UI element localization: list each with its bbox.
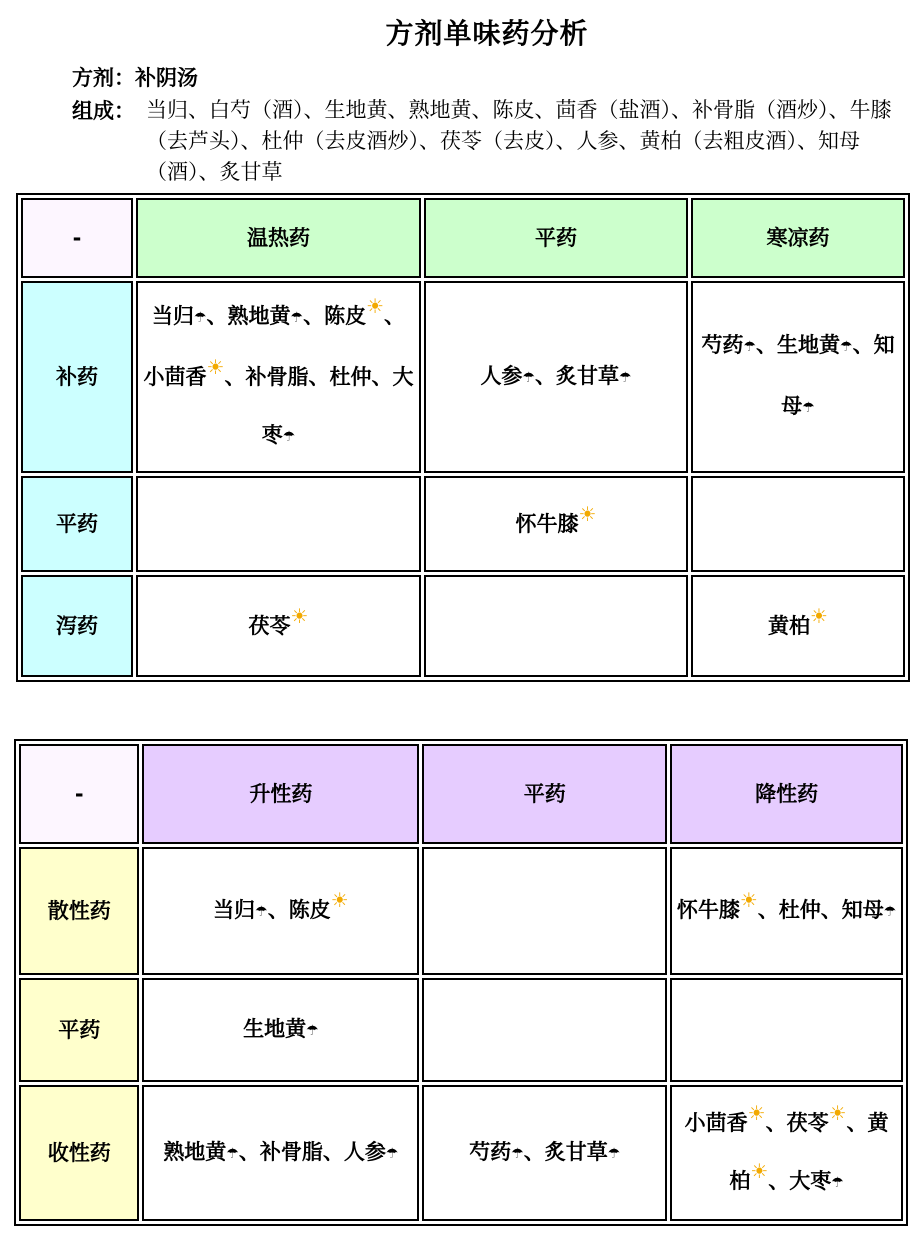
column-header-warm: 温热药 [136, 198, 421, 278]
table-cell [136, 476, 421, 572]
column-header-cold: 寒凉药 [691, 198, 905, 278]
table-cell [424, 281, 688, 473]
composition-text: 当归、白芍（酒）、生地黄、熟地黄、陈皮、茴香（盐酒）、补骨脂（酒炒）、牛膝（去芦头）、杜仲（去皮酒炒）、茯苓（去皮）、人参、黄柏（去粗皮酒）、知母（酒）、炙甘草 [146, 98, 892, 184]
table-cell [691, 476, 905, 572]
herb-name: 人参 [343, 1139, 386, 1164]
table-cell [136, 575, 421, 677]
umbrella-icon: ☂ [522, 369, 535, 386]
row-header-astringing: 收性药 [19, 1085, 139, 1221]
table-cell [670, 1085, 903, 1221]
herb-name: 怀牛膝 [676, 897, 740, 922]
herb-name: 芍药 [469, 1139, 512, 1164]
row-header-tonify: 补药 [21, 281, 133, 473]
column-header-ascending: 升性药 [142, 744, 419, 844]
umbrella-icon: ☂ [743, 339, 756, 355]
umbrella-icon: ☂ [193, 310, 207, 326]
herb-name: 小茴香 [684, 1110, 748, 1135]
table-cell [670, 847, 903, 975]
page-title: 方剂单味药分析 [385, 17, 589, 50]
herb-name: 大枣 [261, 365, 414, 447]
herb-name: 人参 [480, 363, 523, 388]
herb-name: 杜仲 [778, 897, 821, 922]
herb-name: 熟地黄 [163, 1139, 227, 1164]
herb-name: 芍药 [701, 333, 744, 357]
herb-name: 知母 [781, 333, 895, 418]
herb-name: 大枣 [789, 1168, 832, 1193]
table-cell [136, 281, 421, 473]
table-cell [691, 281, 905, 473]
herb-name: 炙甘草 [556, 363, 619, 388]
sun-icon: ☀ [810, 604, 828, 628]
sun-icon: ☀ [578, 502, 597, 526]
table-cell [691, 575, 905, 677]
herb-name: 杜仲 [329, 365, 372, 389]
separator: 、 [384, 304, 406, 328]
separator: 、 [523, 1139, 545, 1164]
sun-icon: ☀ [366, 294, 385, 318]
herb-name: 补骨脂 [259, 1139, 323, 1164]
herb-name: 怀牛膝 [515, 512, 579, 536]
umbrella-icon: ☂ [802, 400, 815, 416]
composition-label: 组成： [72, 99, 135, 123]
umbrella-icon: ☂ [290, 310, 304, 326]
separator: 、 [535, 363, 556, 388]
row-header-neutral: 平药 [19, 978, 139, 1082]
separator: 、 [846, 1110, 868, 1135]
umbrella-icon: ☂ [282, 429, 296, 445]
table-cell [424, 476, 688, 572]
umbrella-icon: ☂ [607, 1145, 621, 1162]
umbrella-icon: ☂ [255, 903, 268, 920]
herb-name: 茯苓 [248, 614, 291, 638]
sun-icon: ☀ [750, 1158, 769, 1183]
row-header-dispersing: 散性药 [19, 847, 139, 975]
separator: 、 [768, 1168, 790, 1193]
separator: 、 [765, 1110, 787, 1135]
herb-name: 小茴香 [143, 365, 207, 389]
herb-name: 陈皮 [324, 304, 367, 328]
separator: 、 [224, 365, 246, 389]
herb-name: 当归 [151, 304, 194, 328]
table-corner: - [19, 744, 139, 844]
separator: 、 [820, 897, 842, 922]
column-header-descending: 降性药 [670, 744, 903, 844]
separator: 、 [206, 304, 228, 328]
herb-name: 黄柏 [768, 614, 811, 638]
separator: 、 [322, 1139, 344, 1164]
sun-icon: ☀ [828, 1100, 847, 1125]
umbrella-icon: ☂ [831, 1174, 844, 1191]
umbrella-icon: ☂ [306, 1022, 319, 1039]
separator: 、 [303, 304, 325, 328]
row-header-neutral: 平药 [21, 476, 133, 572]
umbrella-icon: ☂ [619, 369, 632, 386]
umbrella-icon: ☂ [883, 903, 897, 920]
direction-table [14, 739, 908, 1226]
sun-icon: ☀ [206, 355, 225, 379]
separator: 、 [238, 1139, 260, 1164]
sun-icon: ☀ [739, 887, 758, 912]
formula-value: 补阴汤 [135, 66, 198, 90]
umbrella-icon: ☂ [840, 339, 853, 355]
column-header-neutral: 平药 [424, 198, 688, 278]
table-cell [142, 847, 419, 975]
sun-icon: ☀ [747, 1100, 766, 1125]
sun-icon: ☀ [290, 604, 309, 628]
table-cell [670, 978, 903, 1082]
umbrella-icon: ☂ [511, 1145, 524, 1162]
temperature-table [16, 193, 910, 682]
table-cell [142, 1085, 419, 1221]
table-cell [142, 978, 419, 1082]
separator: 、 [371, 365, 393, 389]
table-corner: - [21, 198, 133, 278]
column-header-neutral: 平药 [422, 744, 667, 844]
herb-name: 当归 [213, 897, 256, 922]
table-cell [424, 575, 688, 677]
separator: 、 [308, 365, 330, 389]
herb-name: 炙甘草 [544, 1139, 608, 1164]
row-header-purge: 泻药 [21, 575, 133, 677]
umbrella-icon: ☂ [385, 1145, 399, 1162]
sun-icon: ☀ [330, 887, 349, 912]
formula-line [72, 62, 198, 92]
table-cell [422, 1085, 667, 1221]
composition-block [72, 95, 908, 188]
separator: 、 [267, 897, 289, 922]
separator: 、 [756, 333, 777, 357]
herb-name: 生地黄 [777, 333, 840, 357]
herb-name: 陈皮 [288, 897, 331, 922]
herb-name: 黄柏 [729, 1110, 889, 1193]
formula-label: 方剂： [72, 66, 135, 90]
herb-name: 知母 [841, 897, 884, 922]
herb-name: 熟地黄 [227, 304, 291, 328]
herb-name: 补骨脂 [245, 365, 309, 389]
separator: 、 [852, 333, 874, 357]
table-cell [422, 978, 667, 1082]
separator: 、 [757, 897, 779, 922]
herb-name: 生地黄 [243, 1016, 307, 1041]
table-cell [422, 847, 667, 975]
herb-name: 茯苓 [786, 1110, 829, 1135]
umbrella-icon: ☂ [226, 1145, 239, 1162]
